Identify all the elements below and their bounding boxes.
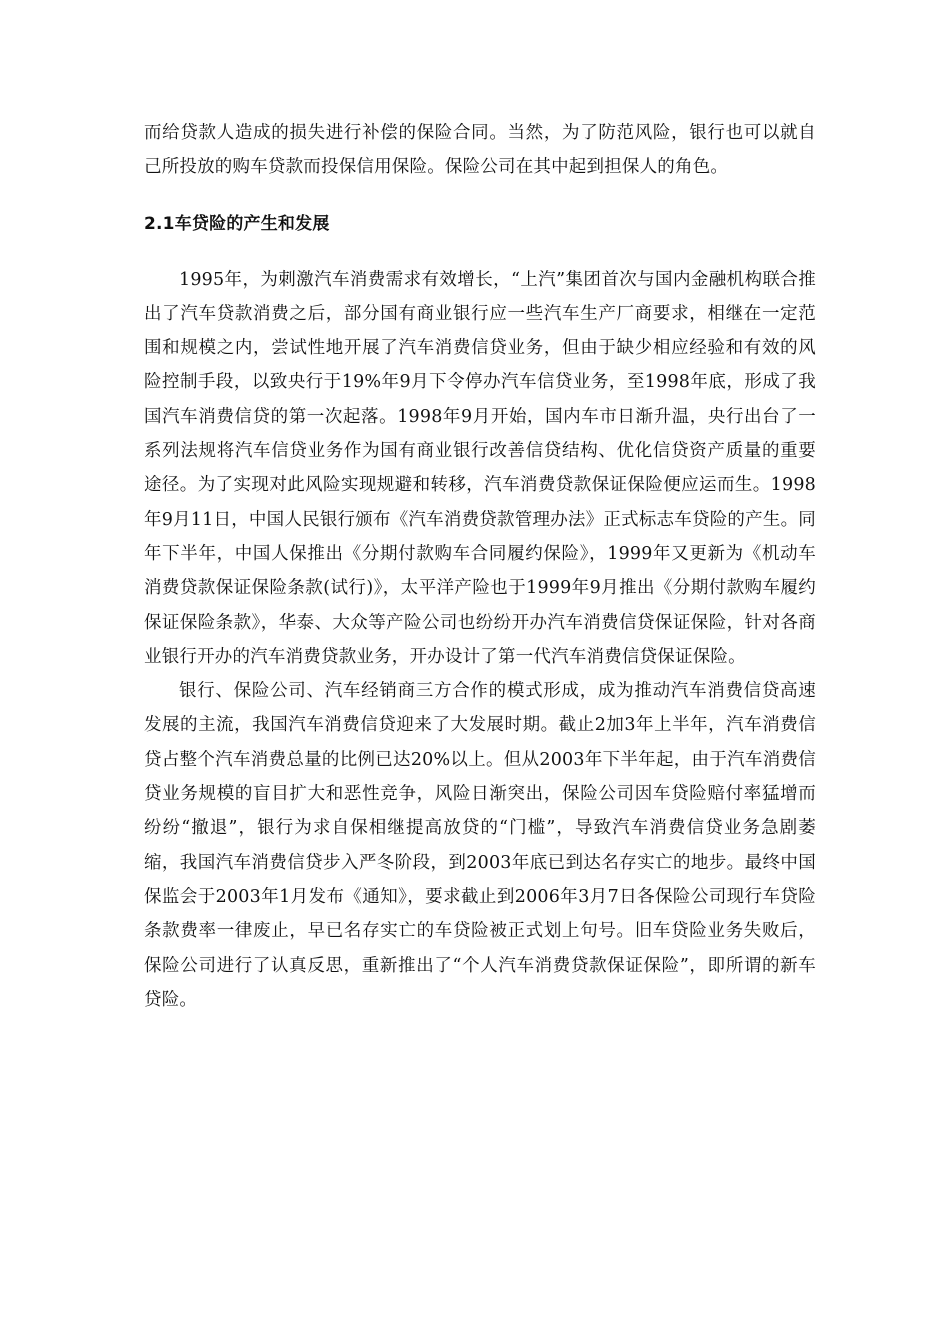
document-body: [144, 116, 816, 1017]
section-heading: 2.1车贷险的产生和发展: [144, 213, 330, 234]
intro-paragraph: 而给贷款人造成的损失进行补偿的保险合同。当然，为了防范风险，银行也可以就自己所投放的购车贷款而投保信用保险。保险公司在其中起到担保人的角色。: [144, 123, 816, 178]
body-paragraph-2: 银行、保险公司、汽车经销商三方合作的模式形成，成为推动汽车消费信贷高速发展的主流，我国汽车消费信贷迎来了大发展时期。截止2加3年上半年，汽车消费信贷占整个汽车消费总量的比例已达20%以上。但从2003年下半年起，由于汽车消费信贷业务规模的盲目扩大和恶性竞争，风险日渐突出，保险公司因车贷险赔付率猛增而纷纷“撤退”，银行为求自保相继提高放贷的“门槛”，导致汽车消费信贷业务急剧萎缩，我国汽车消费信贷步入严冬阶段，到2003年底已到达名存实亡的地步。最终中国保监会于2003年1月发布《通知》，要求截止到2006年3月7日各保险公司现行车贷险条款费率一律废止，早已名存实亡的车贷险被正式划上句号。旧车贷险业务失败后，保险公司进行了认真反思，重新推出了“个人汽车消费贷款保证保险”，即所谓的新车贷险。: [144, 681, 816, 1010]
body-paragraph-1: 1995年，为刺激汽车消费需求有效增长，“上汽”集团首次与国内金融机构联合推出了汽车贷款消费之后，部分国有商业银行应一些汽车生产厂商要求，相继在一定范围和规模之内，尝试性地开展了汽车消费信贷业务，但由于缺少相应经验和有效的风险控制手段，以致央行于19%年9月下令停办汽车信贷业务，至1998年底，形成了我国汽车消费信贷的第一次起落。1998年9月开始，国内车市日渐升温，央行出台了一系列法规将汽车信贷业务作为国有商业银行改善信贷结构、优化信贷资产质量的重要途径。为了实现对此风险实现规避和转移，汽车消费贷款保证保险便应运而生。1998年9月11日，中国人民银行颁布《汽车消费贷款管理办法》正式标志车贷险的产生。同年下半年，中国人保推出《分期付款购车合同履约保险》，1999年又更新为《机动车消费贷款保证保险条款(试行)》，太平洋产险也于1999年9月推出《分期付款购车履约保证保险条款》，华泰、大众等产险公司也纷纷开办汽车消费信贷保证保险，针对各商业银行开办的汽车消费贷款业务，开办设计了第一代汽车消费信贷保证保险。: [144, 269, 816, 667]
